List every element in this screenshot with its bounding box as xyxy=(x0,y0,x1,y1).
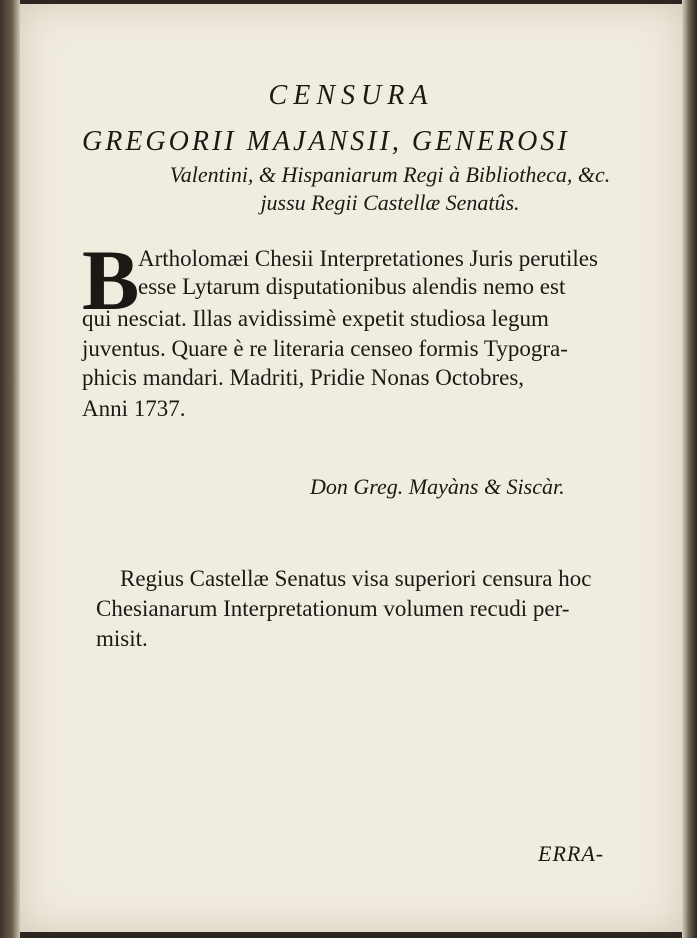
body-line: qui nesciat. Illas avidissimè expetit studiosa legum xyxy=(82,306,549,331)
book-page xyxy=(20,4,682,932)
approval-line: Chesianarum Interpretationum volumen recudi per- xyxy=(96,596,570,621)
censura-title: CENSURA xyxy=(268,80,434,111)
book-spine xyxy=(0,0,20,938)
catchword: ERRA- xyxy=(538,841,605,866)
page-edge xyxy=(682,0,697,938)
signature: Don Greg. Mayàns & Siscàr. xyxy=(310,474,565,499)
senate-order-line: jussu Regii Castellæ Senatûs. xyxy=(260,190,520,215)
approval-line: Regius Castellæ Senatus visa superiori censura hoc xyxy=(120,566,592,591)
drop-cap: B xyxy=(82,232,140,328)
body-line: juventus. Quare è re literaria censeo formis Typogra- xyxy=(82,336,568,361)
censor-title-line: Valentini, & Hispaniarum Regi à Bibliotheca, &c. xyxy=(169,162,611,187)
page-bottom-edge xyxy=(20,932,682,938)
approval-line: misit. xyxy=(96,626,148,651)
body-line: esse Lytarum disputationibus alendis nemo est xyxy=(138,274,566,299)
body-line: Anni 1737. xyxy=(82,396,186,421)
censor-name: GREGORII MAJANSII, GENEROSI xyxy=(82,126,570,157)
body-line: phicis mandari. Madriti, Pridie Nonas Octobres, xyxy=(82,365,525,390)
body-line: Artholomæi Chesii Interpretationes Juris perutiles xyxy=(138,246,598,271)
